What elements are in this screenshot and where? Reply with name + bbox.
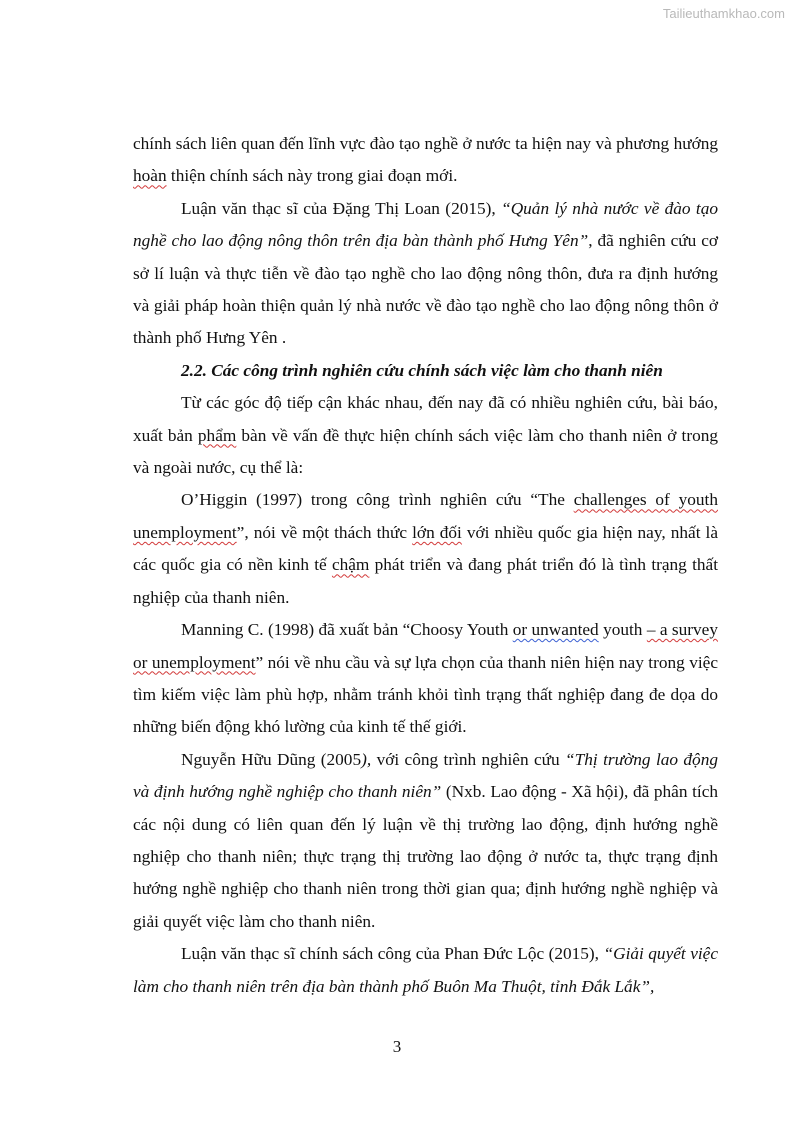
spell-underlined-word: phẩm (197, 425, 237, 445)
spell-underlined-word: hoàn (133, 166, 167, 186)
spell-underlined-word: – a survey or unemployment (133, 620, 718, 672)
spell-underlined-word: challenges of youth unemployment (133, 490, 718, 542)
section-heading: 2.2. Các công trình nghiên cứu chính sách việc làm cho thanh niên (181, 360, 663, 380)
book-title: “Thị trường lao động và định hướng nghề nghiệp cho thanh niên” (133, 749, 718, 802)
spell-underlined-word: chậm (331, 555, 370, 575)
paragraph-7: Luận văn thạc sĩ chính sách công của Phan Đức Lộc (2015), “Giải quyết việc làm cho thanh niên trên địa bàn thành phố Buôn Ma Thuột, tỉnh Đắk Lắk”, (133, 944, 719, 996)
paragraph-6: Nguyễn Hữu Dũng (2005), với công trình nghiên cứu “Thị trường lao động và định hướng nghề nghiệp cho thanh niên” (Nxb. Lao động - Xã hội), đã phân tích các nội dung có liên quan đến lý luận về thị trường lao động, định hướng nghề nghiệp cho thanh niên; thực trạng thị trường lao động ở nước ta, thực trạng định hướng nghề nghiệp cho thanh niên trong thời gian qua; định hướng nghề nghiệp và giải quyết việc làm cho thanh niên. (133, 749, 719, 931)
spell-underlined-word: lớn đối (412, 522, 462, 542)
page-number: 3 (392, 1037, 402, 1056)
paragraph-2: Luận văn thạc sĩ của Đặng Thị Loan (2015), “Quản lý nhà nước về đào tạo nghề cho lao động nông thôn trên địa bàn thành phố Hưng Yên”, đã nghiên cứu cơ sở lí luận và thực tiễn về đào tạo nghề cho lao động nông thôn, đưa ra định hướng và giải pháp hoàn thiện quản lý nhà nước về đào tạo nghề cho lao động nông thôn ở thành phố Hưng Yên . (133, 198, 718, 348)
grammar-underlined-phrase: or unwanted (512, 620, 599, 640)
thesis-title: “Quản lý nhà nước về đào tạo nghề cho lao động nông thôn trên địa bàn thành phố Hưng Yên” (133, 198, 718, 251)
thesis-title: “Giải quyết việc làm cho thanh niên trên địa bàn thành phố Buôn Ma Thuột, tỉnh Đắk Lắk”, (133, 944, 719, 996)
paragraph-1: chính sách liên quan đến lĩnh vực đào tạo nghề ở nước ta hiện nay và phương hướng hoàn thiện chính sách này trong giai đoạn mới. (133, 134, 718, 186)
paragraph-4: O’Higgin (1997) trong công trình nghiên cứu “The challenges of youth unemployment”, nói về một thách thức lớn đối với nhiều quốc gia hiện nay, nhất là các quốc gia có nền kinh tế chậm phát triển và đang phát triển đó là tình trạng thất nghiệp của thanh niên. (133, 490, 719, 607)
watermark: Tailieuthamkhao.com (662, 6, 785, 21)
paragraph-5: Manning C. (1998) đã xuất bản “Choosy Youth or unwanted youth – a survey or unemployment” nói về nhu cầu và sự lựa chọn của thanh niên hiện nay trong việc tìm kiếm việc làm phù hợp, nhằm tránh khỏi tình trạng thất nghiệp đang đe dọa do những biến động khó lường của kinh tế thế giới. (133, 620, 718, 737)
document-body (133, 128, 718, 1003)
paragraph-3: Từ các góc độ tiếp cận khác nhau, đến nay đã có nhiều nghiên cứu, bài báo, xuất bản phẩm bàn về vấn đề thực hiện chính sách việc làm cho thanh niên ở trong và ngoài nước, cụ thể là: (133, 393, 718, 478)
